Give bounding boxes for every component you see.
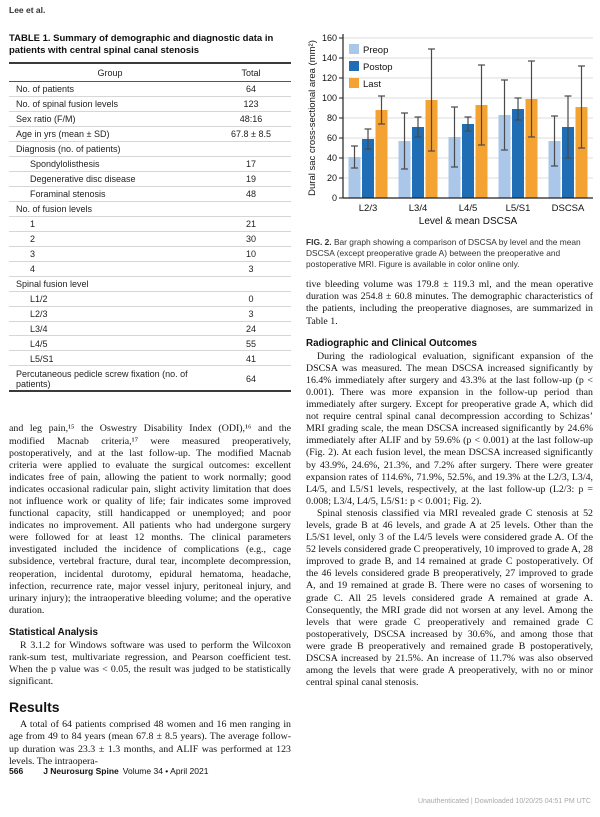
y-tick-label: 140 xyxy=(321,53,337,63)
bar xyxy=(512,109,524,198)
row-value xyxy=(211,201,291,216)
row-label: Age in yrs (mean ± SD) xyxy=(9,126,211,141)
bar-chart xyxy=(306,30,598,233)
row-value: 67.8 ± 8.5 xyxy=(211,126,291,141)
legend-swatch xyxy=(349,44,359,54)
heading-statistical-analysis: Statistical Analysis xyxy=(9,626,98,638)
legend-label: Last xyxy=(363,79,381,90)
row-value: 21 xyxy=(211,216,291,231)
row-value: 48:16 xyxy=(211,111,291,126)
table-row xyxy=(9,126,291,141)
paragraph-results: A total of 64 patients comprised 48 women and 16 men ranging in age from 49 to 84 years (mean 67.8 ± 8.5 years). The average follow-up duration was 23.3 ± 1.3 months, and ALIF was performed at 123 levels. The intraopera- xyxy=(9,719,291,767)
x-axis-title: Level & mean DSCSA xyxy=(418,216,518,227)
page-footer xyxy=(9,766,208,776)
row-label: Spinal fusion level xyxy=(9,276,211,291)
x-category-label: L4/5 xyxy=(458,203,478,214)
x-category-label: L3/4 xyxy=(408,203,428,214)
table-row xyxy=(9,186,291,201)
row-value: 64 xyxy=(245,83,256,94)
left-text-block xyxy=(9,423,291,767)
table-row xyxy=(9,276,291,291)
y-tick-label: 80 xyxy=(326,113,337,123)
table-row xyxy=(9,156,291,171)
row-label: Diagnosis (no. of patients) xyxy=(9,141,211,156)
table-row xyxy=(9,246,291,261)
row-label: Spondylolisthesis xyxy=(9,156,211,171)
row-label: L5/S1 xyxy=(9,351,211,366)
table-header xyxy=(9,63,291,82)
table-title: TABLE 1. Summary of demographic and diagnostic data in patients with central spinal canal stenosis xyxy=(9,33,274,56)
x-category-label: L2/3 xyxy=(358,203,378,214)
row-label: No. of spinal fusion levels xyxy=(9,96,211,111)
y-tick-label: 120 xyxy=(321,73,337,83)
row-value: 3 xyxy=(211,306,291,321)
paragraph-results-continuation: tive bleeding volume was 179.8 ± 119.3 ml, and the mean operative duration was 254.8 ± 60.8 minutes. The demographic characteristics of the patients, including the preoperative diagnoses, are summarized in Table 1. xyxy=(306,279,593,327)
legend-label: Preop xyxy=(363,45,389,56)
paragraph-methods-continuation: and leg pain,¹⁵ the Oswestry Disability Index (ODI),¹⁶ and the modified Macnab criteria,¹⁷ were measured preoperatively, postoperatively, and at the last follow-up. The modified Macnab criteria were applied to evaluate the surgical outcomes: excellent indicates free of pain, allowing the patient to work normally; good indicates occasional radicular pain, slight activity limitation that does not influence work or quality of life; fair indicates some improved functional capacity, still handicapped or unemployed; and poor indicates no improvement. All patients who had undergone surgery were followed for at least 12 months. The clinical parameters investigated included the incidence of complications (e.g., cage subsidence, vertebral fracture, dural tear, incomplete decompression, reoperation, incidental durotomy, epidural hematoma, headache, infection, recurrence rate, major vessel injury, peritoneal injury, and urinary injury); the intraoperative bleeding volume; and the operative duration. xyxy=(9,423,291,616)
table-row xyxy=(9,306,291,321)
table-header-row xyxy=(9,63,291,82)
table-row xyxy=(9,111,291,126)
table-row xyxy=(9,216,291,231)
row-value: 24 xyxy=(211,321,291,336)
legend-label: Postop xyxy=(363,62,393,73)
table-row xyxy=(9,321,291,336)
table-row xyxy=(9,171,291,186)
bar xyxy=(412,127,424,198)
table-row xyxy=(9,201,291,216)
row-value: 48 xyxy=(211,186,291,201)
row-value: 19 xyxy=(211,171,291,186)
row-value: 17 xyxy=(211,156,291,171)
row-label: Percutaneous pedicle screw fixation (no. of patients) xyxy=(9,366,211,391)
figure-label: FIG. 2. xyxy=(306,237,332,247)
paragraph-outcomes-2: Spinal stenosis classified via MRI revealed grade C stenosis at 52 levels, grade B at 46 levels, and grade A at 25 levels. Other than the L5/S1 level, only 3 of the L4/5 levels were considered grade A. Of the 52 levels considered grade C preoperatively, 10 improved to grade A, 28 improved to grade B, and 14 remained at grade C postoperatively. Of the 46 levels considered grade B preoperatively, 27 improved to grade A, and 19 remained at grade B. There were no cases of worsening to grade C. All 25 levels considered grade A remained at grade A. Consequently, the MRI grade did not worsen at any level. Among the levels that were grade C preoperatively and remained grade C postoperatively, DSCSA increased by 30.6%, and among those that were grade B preoperatively and remained grade B postoperatively, DSCSA increased by 21.5%. An increase of 11.7% was also observed among the levels that were grade A preoperatively, with no or minor central spinal canal stenosis. xyxy=(306,507,593,689)
x-category-label: DSCSA xyxy=(551,203,585,214)
row-label: No. of fusion levels xyxy=(9,201,211,216)
page-number: 566 xyxy=(9,766,24,776)
heading-radiographic-outcomes: Radiographic and Clinical Outcomes xyxy=(306,337,477,349)
y-axis-title: Dural sac cross-sectional area (mm²) xyxy=(307,40,318,196)
row-label: 4 xyxy=(9,261,211,276)
legend-swatch xyxy=(349,61,359,71)
figure-caption-text: Bar graph showing a comparison of DSCSA by level and the mean DSCSA (except preoperative grade A) between the preoperative and postoperative MRI. Figure is available in color online only. xyxy=(306,237,581,270)
y-tick-label: 20 xyxy=(326,173,337,183)
right-column xyxy=(306,30,593,689)
column-header-total: Total xyxy=(211,63,291,82)
table-row xyxy=(9,366,291,391)
table-row xyxy=(9,231,291,246)
paragraph-outcomes-1: During the radiological evaluation, significant expansion of the DSCSA was measured. The mean DSCSA increased significantly by 16.4% immediately after surgery and 43.3% at the last follow-up (p < 0.001). There was more expansion in the follow-up period than immediately after surgery. Except for preoperative grade A, which did not require central spinal canal decompression according to Schizas’ MRI grading scale, the mean DSCSA increased significantly by 24.6% immediately after ALIF and by 59.6% (p < 0.001) at the last follow-up (Fig. 2). At each fusion level, the mean DSCSA increased significantly by 43.9%, 24.6%, 21.3%, and 7.2% after surgery. There were greater expansion rates of 114.6%, 71.9%, 52.5%, and 19.3% at the L2/3, L3/4, L4/5, and L5/S1 levels, respectively, at the last follow-up (L2/3: p = 0.008; L3/4, L4/5, L5/S1: p < 0.001; Fig. 2). xyxy=(306,350,593,507)
row-label: Degenerative disc disease xyxy=(9,171,211,186)
row-label: No. of patients xyxy=(16,83,75,94)
watermark: Unauthenticated | Downloaded 10/20/25 04:51 PM UTC xyxy=(417,798,591,805)
legend-swatch xyxy=(349,78,359,88)
table-row xyxy=(9,351,291,366)
row-value: 3 xyxy=(211,261,291,276)
row-value: 10 xyxy=(211,246,291,261)
demographics-table xyxy=(9,62,291,393)
table-body xyxy=(9,81,291,391)
figure-caption xyxy=(306,237,593,270)
row-label: L3/4 xyxy=(9,321,211,336)
row-value: 123 xyxy=(211,96,291,111)
issue-info: Volume 34 • April 2021 xyxy=(122,766,209,776)
row-value: 55 xyxy=(211,336,291,351)
table-row xyxy=(9,336,291,351)
y-tick-label: 40 xyxy=(326,153,337,163)
paragraph-statistical-analysis: R 3.1.2 for Windows software was used to perform the Wilcoxon rank-sum test, multivariate regression, and Pearson coefficient test. When the p value was < 0.05, the result was judged to be statistically significant. xyxy=(9,639,291,688)
y-tick-label: 160 xyxy=(321,33,337,43)
table-row xyxy=(9,141,291,156)
row-value xyxy=(211,276,291,291)
row-value xyxy=(211,141,291,156)
table-row xyxy=(9,261,291,276)
x-category-label: L5/S1 xyxy=(505,203,531,214)
row-value: 41 xyxy=(211,351,291,366)
row-label: L1/2 xyxy=(9,291,211,306)
table-1-block xyxy=(9,33,291,392)
column-header-group: Group xyxy=(9,63,211,82)
row-value: 30 xyxy=(211,231,291,246)
table-row xyxy=(9,291,291,306)
row-label: Sex ratio (F/M) xyxy=(9,111,211,126)
row-label: 3 xyxy=(9,246,211,261)
row-label: Foraminal stenosis xyxy=(9,186,211,201)
y-tick-label: 60 xyxy=(326,133,337,143)
row-label: L4/5 xyxy=(9,336,211,351)
heading-results: Results xyxy=(9,699,60,716)
y-tick-label: 0 xyxy=(331,193,337,203)
bar xyxy=(462,124,474,198)
journal-name: J Neurosurg Spine xyxy=(43,766,119,776)
left-column xyxy=(9,33,291,768)
table-row xyxy=(9,96,291,111)
running-head: Lee et al. xyxy=(9,5,46,15)
row-label: L2/3 xyxy=(9,306,211,321)
row-label: 2 xyxy=(9,231,211,246)
table-row xyxy=(9,81,291,96)
figure-2 xyxy=(306,30,593,270)
row-label: 1 xyxy=(9,216,211,231)
row-value: 64 xyxy=(211,366,291,391)
y-tick-label: 100 xyxy=(321,93,337,103)
row-value: 0 xyxy=(211,291,291,306)
